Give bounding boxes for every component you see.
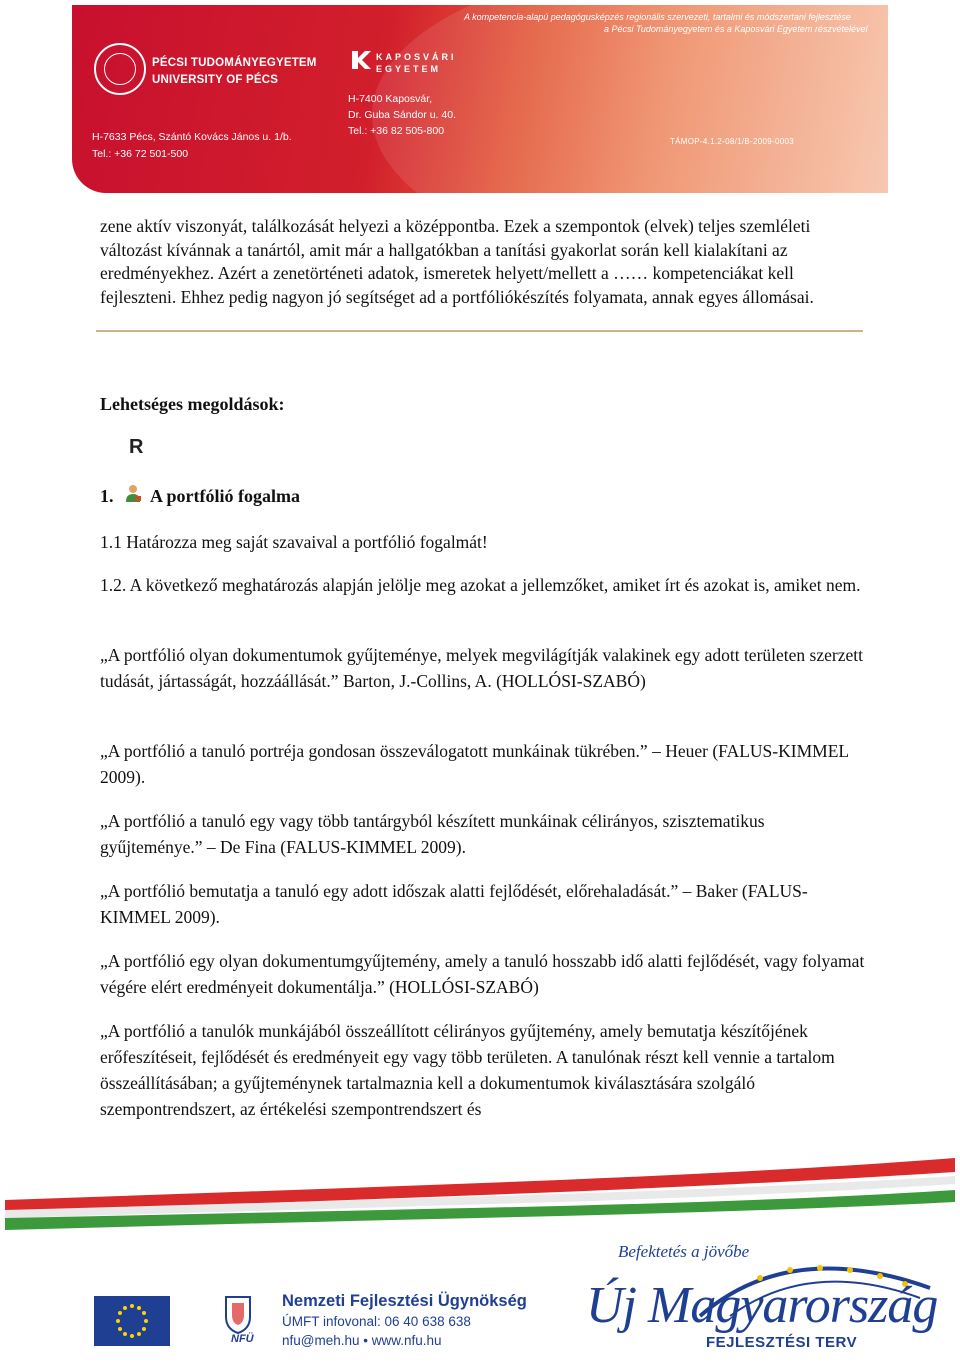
intro-paragraph: zene aktív viszonyát, találkozását helyezi a középpontba. Ezek a szempontok (elvek) teljes szemléleti változást kívánnak a tanártól, amit már a hallgatókban a tanítási gyakorlat során kell kialakítani az eredményekhez. Azért a zenetörténeti adatok, ismeretek helyett/mellett a …… kompetenciákat kell fejleszteni. Ehhez pedig nagyon jó segítséget ad a portfóliókészítés folyamata, annak egyes állomásai. xyxy=(100,216,814,307)
slogan: Befektetés a jövőbe xyxy=(618,1242,750,1261)
nfu-phone: ÚMFT infovonal: 06 40 638 638 xyxy=(282,1314,471,1329)
pte-address xyxy=(92,129,292,163)
ke-name xyxy=(376,51,457,75)
quote-2: „A portfólió a tanuló portréja gondosan összeválogatott munkáinak tükrében.” – Heuer (FALUS-KIMMEL 2009). xyxy=(100,741,849,787)
quote-4: „A portfólió bemutatja a tanuló egy adott időszak alatti fejlődését, előrehaladását.” – Baker (FALUS-KIMMEL 2009). xyxy=(100,881,808,927)
task-1-2: 1.2. A következő meghatározás alapján jelölje meg azokat a jellemzőket, amiket írt és azokat is, amiket nem. xyxy=(100,575,861,595)
ke-name-2: EGYETEM xyxy=(376,64,442,74)
ke-address xyxy=(348,91,456,139)
pte-address-line: H-7633 Pécs, Szántó Kovács János u. 1/b. xyxy=(92,131,292,143)
nfu-badge: NFÜ xyxy=(231,1333,254,1345)
brand-main: Új Magyarország xyxy=(586,1277,938,1334)
quote-6: „A portfólió a tanulók munkájából összeállított célirányos gyűjtemény, amely bemutatja készítőjének erőfeszítéseit, fejlődését és eredményeit egy vagy több területen. A tanulónak részt kell vennie a tartalom összeállításában; a gyűjteménynek tartalmaznia kell a dokumentumok kiválasztására szolgáló szempontrendszert, az értékelési szempontrendszert és xyxy=(100,1021,835,1119)
ke-address-line-1: H-7400 Kaposvár, xyxy=(348,93,433,105)
pte-seal-icon xyxy=(94,43,146,95)
ke-address-line-2: Dr. Guba Sándor u. 40. xyxy=(348,109,456,121)
footer-flag-waves xyxy=(0,1150,960,1240)
nfu-title: Nemzeti Fejlesztési Ügynökség xyxy=(282,1292,527,1310)
project-title-line-1: A kompetencia-alapú pedagógusképzés regionális szervezeti, tartalmi és módszertani fejlesztése xyxy=(464,12,851,22)
project-code: TÁMOP-4.1.2-08/1/B-2009-0003 xyxy=(669,137,794,146)
solutions-heading: Lehetséges megoldások: xyxy=(100,394,285,414)
quote-3: „A portfólió a tanuló egy vagy több tantárgyból készített munkáinak célirányos, szisztematikus gyűjteménye.” – De Fina (FALUS-KIMMEL 2009). xyxy=(100,811,765,857)
person-icon xyxy=(124,484,142,502)
ke-name-1: KAPOSVÁRI xyxy=(376,52,457,62)
project-title xyxy=(464,11,874,35)
section-number: 1. xyxy=(100,486,114,506)
ke-phone: Tel.: +36 82 505-800 xyxy=(348,125,445,137)
eu-flag-icon xyxy=(94,1296,170,1346)
ke-logo-icon xyxy=(350,49,372,71)
section-title: A portfólió fogalma xyxy=(150,486,300,506)
section-divider xyxy=(96,330,863,332)
pte-phone: Tel.: +36 72 501-500 xyxy=(92,148,189,160)
brand-sub: FEJLESZTÉSI TERV xyxy=(706,1334,858,1351)
pte-name-en: UNIVERSITY OF PÉCS xyxy=(152,74,279,86)
nfu-contact: nfu@meh.hu • www.nfu.hu xyxy=(282,1333,442,1348)
project-title-line-2: a Pécsi Tudományegyetem és a Kaposvári Egyetem részvételével xyxy=(604,24,868,34)
header-banner xyxy=(72,5,888,193)
r-mark: R xyxy=(129,436,144,458)
pte-name-hu: PÉCSI TUDOMÁNYEGYETEM xyxy=(152,57,317,69)
task-1-1: 1.1 Határozza meg saját szavaival a portfólió fogalmát! xyxy=(100,532,488,552)
quote-1: „A portfólió olyan dokumentumok gyűjteménye, melyek megvilágítják valakinek egy adott területen szerzett tudását, jártasságát, hozzáállását.” Barton, J.-Collins, A. (HOLLÓSI-SZABÓ) xyxy=(100,645,863,691)
pte-name xyxy=(152,55,317,89)
quote-5: „A portfólió egy olyan dokumentumgyűjtemény, amely a tanuló hosszabb idő alatti fejlődését, vagy folyamat végére elért eredményeit dokumentálja.” (HOLLÓSI-SZABÓ) xyxy=(100,951,865,997)
